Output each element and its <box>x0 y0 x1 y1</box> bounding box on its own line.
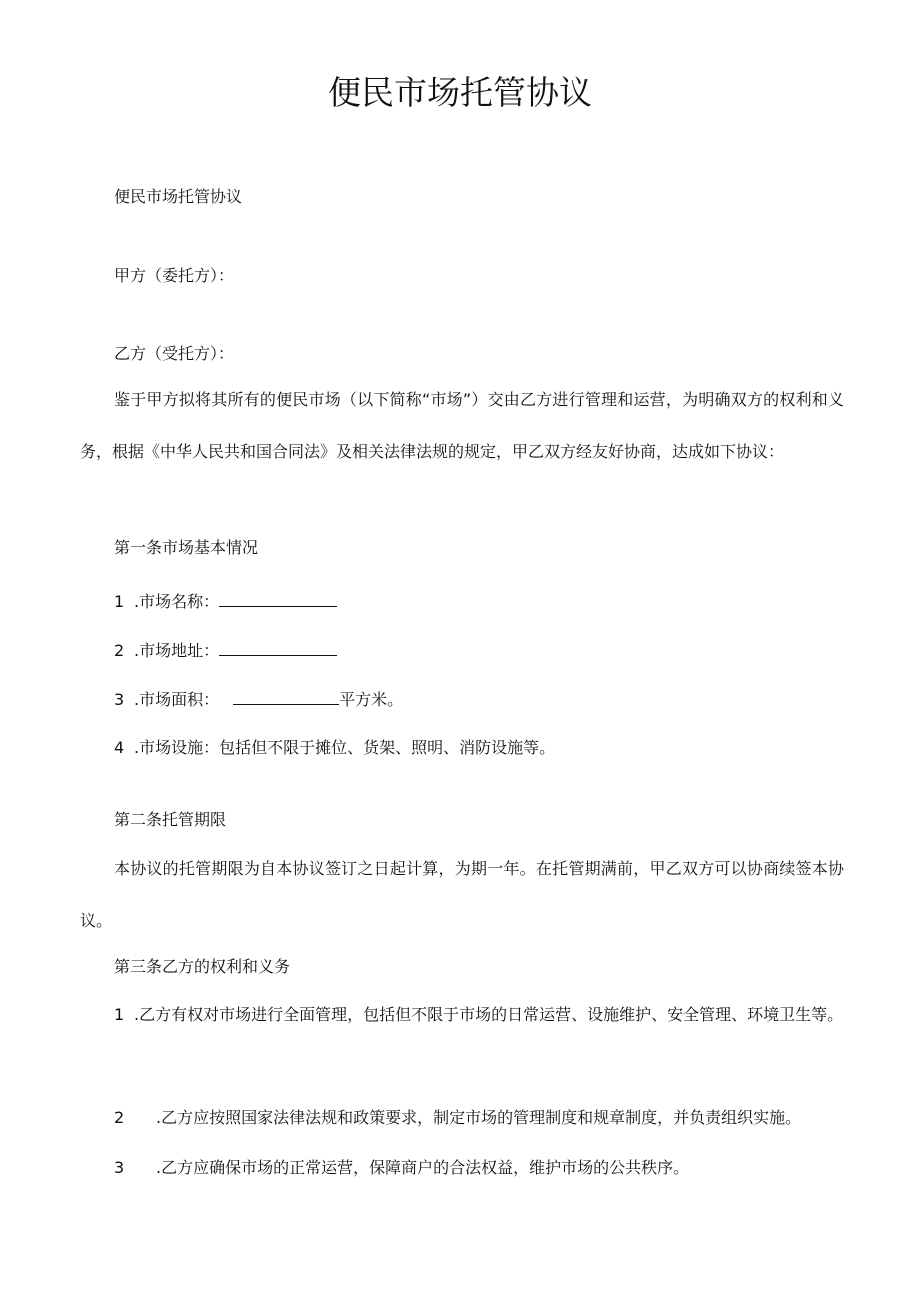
article-3-heading: 第三条乙方的权利和义务 <box>114 957 291 976</box>
item-label: .市场设施：包括但不限于摊位、货架、照明、消防设施等。 <box>134 738 556 757</box>
item-label: .市场名称： <box>134 592 220 611</box>
item-text: .乙方应确保市场的正常运营，保障商户的合法权益，维护市场的公共秩序。 <box>156 1158 690 1177</box>
item-number: 2 <box>114 1108 125 1127</box>
item-number: 4 <box>114 738 125 757</box>
article-3-item-2 <box>114 1105 801 1131</box>
preamble-paragraph: 鉴于甲方拟将其所有的便民市场（以下简称“市场”）交由乙方进行管理和运营，为明确双方的权利和义务，根据《中华人民共和国合同法》及相关法律法规的规定，甲乙双方经友好协商，达成如下协议： <box>80 390 844 461</box>
article-1-item-2 <box>114 637 337 664</box>
article-3-item-1 <box>80 989 844 1041</box>
item-number: 2 <box>114 641 125 660</box>
fill-blank-market-area <box>233 686 339 705</box>
item-number: 3 <box>114 690 125 709</box>
item-number: 1 <box>114 1005 125 1024</box>
document-subtitle: 便民市场托管协议 <box>114 187 243 206</box>
article-1-item-4 <box>114 735 555 761</box>
article-3-item-3 <box>114 1155 689 1181</box>
item-label: .市场面积： <box>134 690 220 709</box>
item-number: 1 <box>114 592 125 611</box>
article-1-heading: 第一条市场基本情况 <box>114 538 259 557</box>
item-number: 3 <box>114 1158 125 1177</box>
fill-blank-market-address <box>219 637 337 656</box>
item-text: .乙方有权对市场进行全面管理，包括但不限于市场的日常运营、设施维护、安全管理、环境卫生等。 <box>134 1005 844 1024</box>
item-suffix: 平方米。 <box>339 690 404 709</box>
party-a-line: 甲方（委托方）： <box>114 266 235 285</box>
item-text: .乙方应按照国家法律法规和政策要求，制定市场的管理制度和规章制度，并负责组织实施。 <box>156 1108 802 1127</box>
article-1-item-1 <box>114 588 337 615</box>
article-2-body: 本协议的托管期限为自本协议签订之日起计算，为期一年。在托管期满前，甲乙双方可以协商续签本协议。 <box>80 859 844 930</box>
article-2-heading: 第二条托管期限 <box>114 810 227 829</box>
fill-blank-market-name <box>219 588 337 607</box>
article-1-item-3 <box>114 686 403 713</box>
item-label: .市场地址： <box>134 641 220 660</box>
party-b-line: 乙方（受托方）： <box>114 344 235 363</box>
document-title: 便民市场托管协议 <box>328 73 592 112</box>
